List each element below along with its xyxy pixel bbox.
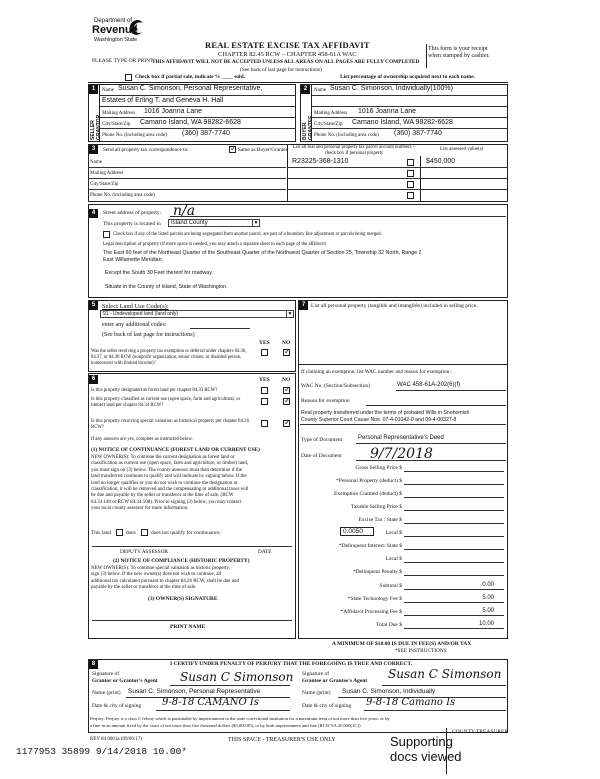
- county-selected-value: Island County: [171, 220, 208, 226]
- grantor-date-value[interactable]: 9-8-18 CAMANO Is: [162, 697, 259, 708]
- perjury-line-2: a fine in an amount fixed by the court of not more than five thousand dollars ($5,000.00), or by both imprisonment and fine (RCW 9A.20.020(1C)).: [90, 723, 362, 728]
- historic-line-3: additional tax calculated pursuant to chapter 84.26 RCW, shall be due and: [91, 578, 239, 584]
- seller-name-line1[interactable]: Susan C. Simonson, Personal Representative,: [118, 85, 263, 92]
- s6-q1-no[interactable]: [283, 387, 290, 394]
- personal-deduct-label: *Personal Property (deduct) $: [336, 478, 402, 484]
- historic-text: [91, 566, 239, 592]
- buyer-mailing-label: Mailing Address: [314, 111, 348, 116]
- certify-statement: I CERTIFY UNDER PENALTY OF PERJURY THAT THE FOREGOING IS TRUE AND CORRECT.: [170, 661, 413, 667]
- county-treasurer: COUNTY TREASURER: [452, 729, 509, 735]
- grantee-name-value[interactable]: Susan C. Simonson, Individually: [342, 688, 436, 695]
- grantor-date-label: Date & city of signing: [92, 703, 142, 709]
- historic-line-4: payable by the seller or transferor at the time of sale.: [91, 585, 197, 591]
- reason-line-1[interactable]: Real property transferred under the terms of probated Wills in Snohomish: [301, 410, 470, 416]
- historic-line-2: sign (3) below. If the new owner(s) does not wish to continue, all: [91, 572, 222, 578]
- buyer-phone-value[interactable]: (360) 387-7740: [394, 130, 442, 137]
- county-select[interactable]: [168, 219, 260, 227]
- buyer-name-label: Name: [314, 88, 326, 93]
- corr-phone-label: Phone No. (including area code): [90, 193, 155, 198]
- grantor-name-value[interactable]: Susan C. Simonson, Personal Representative: [128, 688, 261, 695]
- buyer-city-label: City/State/Zip: [314, 122, 343, 127]
- recording-stamp-text: 1177953 35899 9/14/2018 10.00: [16, 746, 182, 757]
- seller-side-label: SELLER GRANTOR: [90, 114, 102, 140]
- section-4-number: 4: [89, 209, 98, 218]
- seller-city-value[interactable]: Camano Island, WA 98282-6628: [140, 119, 241, 126]
- reason-label: Reason for exemption: [301, 398, 350, 404]
- same-as-buyer-label: Same as Buyer/Grantee: [238, 147, 289, 153]
- same-as-buyer-checkbox[interactable]: [229, 146, 236, 153]
- del-local-label: Local $: [385, 556, 402, 562]
- gross-label: Gross Selling Price $: [355, 465, 402, 471]
- historic-line-1: NEW OWNER(S): To continue special valuation as historic property,: [91, 566, 230, 571]
- form-title: REAL ESTATE EXCISE TAX AFFIDAVIT: [205, 40, 370, 50]
- grantee-signature[interactable]: Susan C Simonson: [388, 667, 502, 681]
- grantor-sig-label-1: Signature of: [92, 671, 120, 677]
- section-6-number: 6: [89, 375, 98, 384]
- legal-line-3[interactable]: Except the South 30 Feet thereof for roadway.: [105, 270, 213, 276]
- s6-q1-yes[interactable]: [261, 387, 268, 394]
- grantee-name-label: Name (print): [302, 690, 331, 696]
- land-use-selected-value: 91 - Undeveloped land (land only): [103, 311, 179, 317]
- tax-totals: [298, 583, 508, 639]
- street-address-label: Street address of property:: [103, 210, 162, 216]
- section-5-number: 5: [89, 301, 98, 310]
- corr-name-label: Name: [90, 160, 102, 165]
- continuance-line-4: land transferred continues to qualify and will indicate by signing below. If the: [91, 474, 247, 480]
- s6-q3: Is this property receiving special valuation as historical property per chapter 84.26 RCW?: [91, 419, 249, 430]
- del-penalty-label: *Delinquent Penalty $: [352, 569, 402, 575]
- buyer-mailing-value[interactable]: 1016 Joanna Lane: [358, 108, 416, 115]
- buyer-city-value[interactable]: Camano Island, WA 98282-6628: [352, 119, 453, 126]
- buyer-side-label: BUYER GRANTEE: [302, 115, 314, 140]
- section-8-number: 8: [89, 660, 98, 669]
- s6-if-yes: If any answers are yes, complete as instructed below.: [91, 437, 193, 442]
- exemption-intro: If claiming an exemption, list WAC number and reason for exemption:: [301, 369, 451, 375]
- local-rate-value: 0.0050: [343, 528, 363, 535]
- personal-property-label: List all personal property (tangible and intangible) included in selling price.: [311, 303, 478, 309]
- supporting-docs-line-1: Supporting: [390, 734, 453, 749]
- tech-fee-label: *State Technology Fee $: [347, 596, 402, 602]
- legal-line-1[interactable]: The East 60 feet of the Northeast Quarter of the Southeast Quarter of the Northwest Quarter of Section 25, Township 32 North, Range 2: [103, 250, 422, 256]
- section-7-number: 7: [299, 301, 308, 310]
- s6-q3-no[interactable]: [283, 420, 290, 427]
- reason-line-2[interactable]: County Superior Court Cause Nos. 07-4-01042-0 and 09-4-00327-8: [301, 417, 457, 423]
- perjury-line-1: Perjury: Perjury is a class C felony which is punishable by imprisonment in the state correctional institution for a maximum term of not more than five years, or by: [90, 716, 390, 721]
- land-use-see-back: (See back of last page for instructions): [102, 332, 195, 338]
- section-3-number: 3: [89, 145, 98, 154]
- continuance-line-8: 84.33.140 or RCW 84.34.108). Prior to signing (3) below, you may contact: [91, 499, 242, 505]
- continuance-title: (1) NOTICE OF CONTINUANCE (FOREST LAND OR CURRENT USE): [91, 447, 260, 453]
- partial-sale-checkbox[interactable]: [125, 74, 132, 81]
- grantee-sig-label-2: Grantee or Grantee's Agent: [302, 678, 368, 684]
- grantor-signature[interactable]: Susan C Simonson: [180, 670, 294, 684]
- wac-value[interactable]: WAC 458-61A-202(6)(f): [397, 382, 461, 388]
- parcel-header: List all real and personal property tax parcel account numbers – check box if personal property: [292, 145, 416, 156]
- corr-city-label: City/State/Zip: [90, 182, 119, 187]
- does-not-checkbox[interactable]: [141, 529, 148, 536]
- print-name-label: PRINT NAME: [170, 624, 206, 630]
- s5-yes-header: YES: [259, 340, 270, 346]
- ownership-note: List percentage of ownership acquired next to each name.: [340, 74, 475, 80]
- form-subtitle: CHAPTER 82.45 RCW – CHAPTER 458-61A WAC: [218, 51, 357, 58]
- s6-no-header: NO: [282, 377, 291, 383]
- grantee-date-label: Date & city of signing: [302, 703, 352, 709]
- seller-city-label: City/State/Zip: [102, 122, 131, 127]
- continuance-text: [91, 455, 248, 513]
- seller-mailing-value[interactable]: 1016 Joanna Lane: [144, 108, 202, 115]
- does-label: does: [126, 530, 136, 536]
- tech-fee-value[interactable]: 5.00: [482, 595, 494, 601]
- doc-type-value[interactable]: Personal Representative's Deed: [358, 435, 444, 441]
- receipt-note-1: This form is your receipt: [428, 46, 488, 52]
- s5-exemption-question: Was the seller receiving a property tax exemption or deferral under chapters 84.36, 84.37, or 84.38 RCW (nonprofit organization, senior citizen, or disabled person, homeowner with limited income)?: [91, 349, 247, 366]
- personal-property-checkbox-3[interactable]: [407, 181, 414, 188]
- deputy-assessor-label: DEPUTY ASSESSOR: [120, 549, 168, 555]
- seller-name-label: Name: [102, 88, 114, 93]
- total-due-value[interactable]: 10.00: [478, 621, 494, 627]
- agency-line1: Department of: [94, 18, 133, 24]
- doc-date-value[interactable]: 9/7/2018: [370, 446, 433, 462]
- chevron-down-icon[interactable]: ▼: [253, 220, 259, 226]
- wac-label: WAC No. (Section/Subsection): [301, 383, 370, 389]
- rev-number: REV 84 0001a (09/06/17): [90, 737, 142, 742]
- type-or-print: PLEASE TYPE OR PRINT: [92, 58, 154, 64]
- s6-q2: Is this property classified as current use (open space, farm and agricultural, or timber) land per chapter 84.34 RCW?: [91, 397, 241, 408]
- affidavit-fee-value[interactable]: 5.00: [482, 608, 494, 614]
- local-tax-label: Local $: [385, 530, 402, 536]
- historic-title: (2) NOTICE OF COMPLIANCE (HISTORIC PROPERTY): [113, 558, 250, 564]
- grantor-sig-label-2: Grantor or Grantor's Agent: [92, 678, 158, 684]
- s6-q1: Is this property designated as forest land per chapter 84.33 RCW?: [91, 388, 218, 393]
- parcel-number[interactable]: R23225-368-1310: [292, 158, 349, 165]
- section-1-number: 1: [89, 85, 98, 94]
- personal-property-checkbox-2[interactable]: [407, 170, 414, 177]
- total-due-label: Total Due $: [376, 622, 402, 628]
- receipt-note-2: when stamped by cashier.: [428, 53, 490, 59]
- recording-stamp-mark: *: [181, 746, 188, 757]
- seller-mailing-label: Mailing Address: [102, 111, 136, 116]
- taxable-label: Taxable Selling Price $: [350, 504, 402, 510]
- see-instructions: *SEE INSTRUCTIONS: [395, 648, 447, 654]
- s5-yes-checkbox[interactable]: [261, 349, 268, 356]
- exemption-claimed-label: Exemption Claimed (deduct) $: [334, 491, 402, 497]
- continuance-line-5: land no longer qualifies or you do not wish to continue the designation or: [91, 480, 238, 486]
- continuance-line-1: NEW OWNER(S): To continue the current designation as forest land or: [91, 455, 235, 460]
- s6-q2-no[interactable]: [283, 398, 290, 405]
- assessed-value[interactable]: $450,000: [426, 158, 456, 165]
- revenue-logo: [92, 16, 162, 50]
- section-2-number: 2: [301, 85, 310, 94]
- state-tax-label: Excise Tax : State $: [358, 517, 402, 523]
- acceptance-warning: THIS AFFIDAVIT WILL NOT BE ACCEPTED UNLESS ALL AREAS ON ALL PAGES ARE FULLY COMPLETED: [152, 59, 420, 65]
- s6-q2-yes[interactable]: [261, 398, 268, 405]
- s6-yes-header: YES: [259, 377, 270, 383]
- deputy-date-label: DATE: [258, 549, 272, 555]
- continuance-line-7: be due and payable by the seller or transferor at the time of sale. (RCW: [91, 493, 234, 499]
- partial-sale-label: Check box if partial sale, indicate % ____ sold.: [135, 74, 246, 80]
- treasurer-use: THIS SPACE - TREASURER'S USE ONLY: [228, 737, 336, 743]
- tax-lines: [298, 463, 508, 583]
- subtotal-label: Subtotal $: [379, 583, 402, 589]
- buyer-name-value[interactable]: Susan C. Simonson, Individually(100%): [330, 85, 453, 92]
- corr-mailing-label: Mailing Address: [90, 171, 124, 176]
- del-interest-label: *Delinquent Interest: State $: [338, 543, 402, 549]
- subtotal-value[interactable]: 0.00: [482, 582, 494, 588]
- land-does-label: This land: [91, 530, 111, 536]
- minimum-due-note: A MINIMUM OF $10.00 IS DUE IN FEE(S) AND/OR TAX: [332, 641, 472, 647]
- doc-type-label: Type of Document: [301, 437, 343, 443]
- land-use-label: Select Land Use Code(s):: [102, 303, 169, 310]
- additional-codes-label: enter any additional codes:: [102, 322, 167, 328]
- s5-no-checkbox[interactable]: [283, 349, 290, 356]
- owner-signature-label: (3) OWNER(S) SIGNATURE: [148, 596, 218, 602]
- send-correspondence-label: Send all property tax correspondence to:: [103, 147, 189, 153]
- legal-line-2[interactable]: East Willamette Meridian;: [103, 257, 164, 263]
- s5-no-header: NO: [282, 340, 291, 346]
- legal-line-4[interactable]: Situate in the County of Island, State of Washington.: [105, 284, 228, 290]
- buyer-phone-label: Phone No. (including area code): [314, 133, 379, 138]
- doc-date-label: Date of Document: [301, 453, 342, 459]
- recording-stamp: [16, 746, 187, 757]
- agency-line2: Revenue: [92, 24, 138, 36]
- personal-property-checkbox-1[interactable]: [407, 159, 414, 166]
- does-checkbox[interactable]: [116, 529, 123, 536]
- grantor-name-label: Name (print): [92, 690, 121, 696]
- continuance-line-9: your local county assessor for more information.: [91, 506, 189, 512]
- street-address-value[interactable]: n/a: [173, 203, 196, 219]
- land-use-select[interactable]: [100, 310, 294, 318]
- affidavit-fee-label: *Affidavit Processing Fee $: [340, 609, 402, 615]
- seller-phone-value[interactable]: (360) 387-7740: [182, 130, 230, 137]
- agency-line3: Washington State: [94, 37, 138, 43]
- continuance-line-3: you must sign on (3) below. The county assessor must then determine if the: [91, 467, 242, 473]
- grantee-sig-label-1: Signature of: [302, 671, 330, 677]
- does-not-label: does not qualify for continuance.: [151, 530, 221, 536]
- seller-name-line2[interactable]: Estates of Erling T. and Geneva H. Hall: [102, 97, 224, 104]
- chevron-down-icon[interactable]: ▼: [287, 311, 293, 317]
- segregated-label: Check box if any of the listed parcels are being segregated from another parcel, are part of a boundary line adjustment or parcels being merged.: [113, 232, 382, 237]
- located-in-label: This property is located in: [103, 221, 161, 227]
- see-back-note: (See back of last page for instructions): [240, 67, 322, 73]
- continuance-line-2: classification as current use (open space, farm and agriculture, or timber) land,: [91, 461, 249, 467]
- grantee-date-value[interactable]: 9-8-18 Camano Is: [366, 697, 456, 708]
- legal-description-label: Legal description of property (if more space is needed, you may attach a separate sheet to each page of the affidavit): [103, 242, 327, 247]
- seller-phone-label: Phone No. (including area code): [102, 133, 167, 138]
- assessed-header: List assessed value(s): [440, 147, 484, 152]
- segregated-checkbox[interactable]: [103, 231, 110, 238]
- s6-q3-yes[interactable]: [261, 420, 268, 427]
- continuance-line-6: classification, it will be removed and the compensating or additional taxes will: [91, 487, 249, 493]
- supporting-docs-line-2: docs viewed: [390, 749, 462, 764]
- personal-property-checkbox-4[interactable]: [407, 192, 414, 199]
